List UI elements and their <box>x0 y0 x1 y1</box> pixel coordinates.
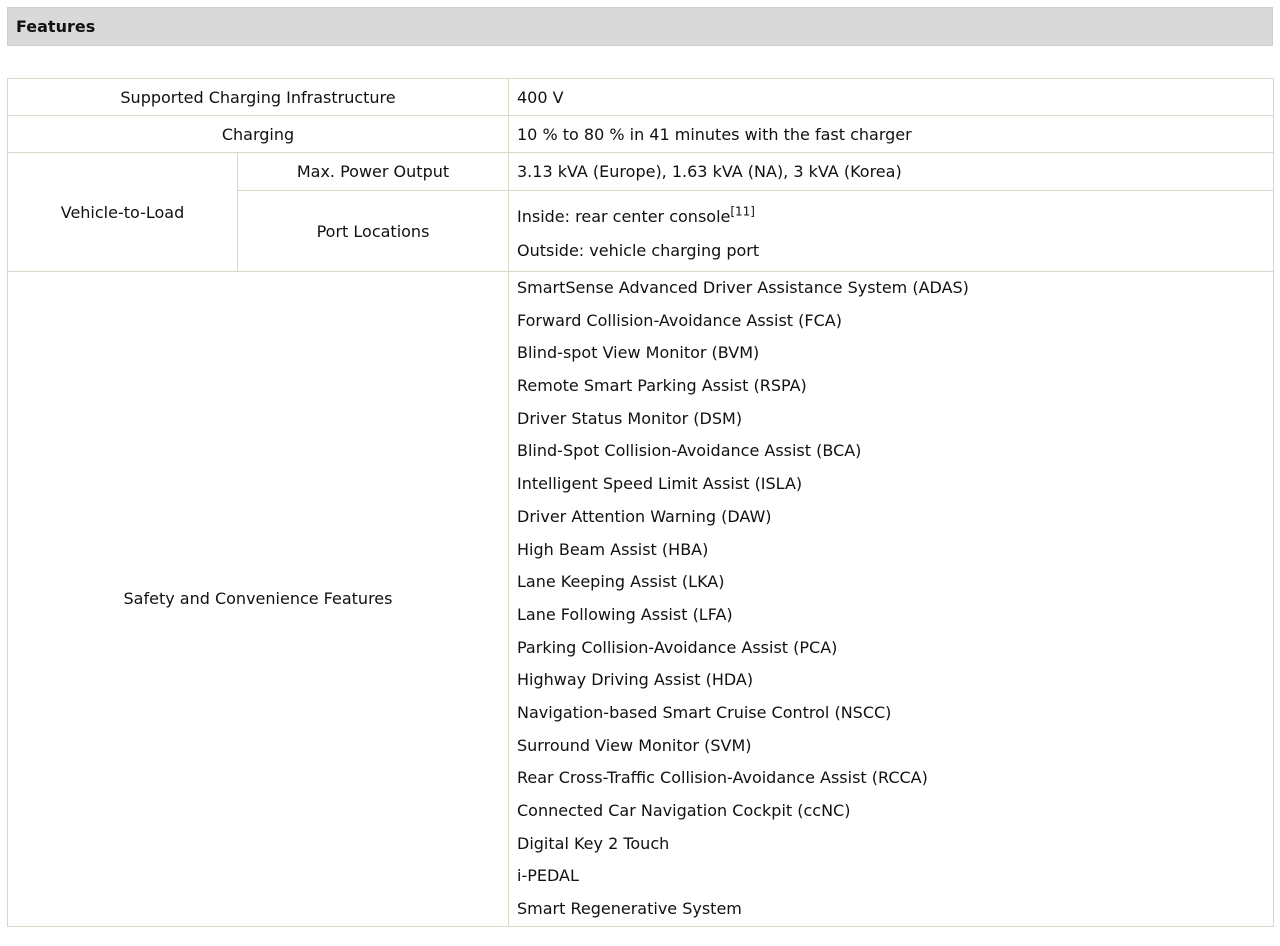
feature-list-item: Lane Following Assist (LFA) <box>517 604 733 624</box>
row-label-vehicle-to-load: Vehicle-to-Load <box>8 153 238 272</box>
row-label-charging-infrastructure: Supported Charging Infrastructure <box>8 79 509 116</box>
feature-list-item: High Beam Assist (HBA) <box>517 539 709 559</box>
row-value-max-power: 3.13 kVA (Europe), 1.63 kVA (NA), 3 kVA (Korea) <box>509 153 1274 191</box>
footnote-reference-link[interactable]: [11] <box>730 204 755 219</box>
feature-list-item: Driver Status Monitor (DSM) <box>517 408 743 428</box>
section-header <box>7 7 1273 46</box>
feature-list-item: Forward Collision-Avoidance Assist (FCA) <box>517 310 842 330</box>
port-inside-text: Inside: rear center console <box>517 207 731 226</box>
row-value-charging: 10 % to 80 % in 41 minutes with the fast charger <box>509 116 1274 153</box>
feature-list-item: Parking Collision-Avoidance Assist (PCA) <box>517 637 838 657</box>
feature-list-item: Blind-Spot Collision-Avoidance Assist (BCA) <box>517 441 862 461</box>
features-table <box>7 78 1274 927</box>
feature-list-item: Lane Keeping Assist (LKA) <box>517 572 725 592</box>
table-row <box>8 116 1274 153</box>
feature-list-item: Surround View Monitor (SVM) <box>517 735 752 755</box>
row-sublabel-max-power: Max. Power Output <box>238 153 509 191</box>
row-label-safety-features: Safety and Convenience Features <box>8 272 509 927</box>
row-value-port-locations <box>509 191 1274 272</box>
row-value-safety-features <box>509 272 1274 927</box>
row-label-charging: Charging <box>8 116 509 153</box>
port-inside-line <box>517 194 1265 234</box>
feature-list-item: Connected Car Navigation Cockpit (ccNC) <box>517 801 851 820</box>
table-row <box>8 153 1274 191</box>
table-row <box>8 79 1274 116</box>
section-title: Features <box>16 17 96 36</box>
feature-list-item: Navigation-based Smart Cruise Control (NSCC) <box>517 702 892 722</box>
port-outside-line: Outside: vehicle charging port <box>517 241 760 260</box>
feature-list-item: Smart Regenerative System <box>517 899 742 919</box>
feature-list <box>517 272 1265 926</box>
feature-list-item: Blind-spot View Monitor (BVM) <box>517 343 760 363</box>
feature-list-item: SmartSense Advanced Driver Assistance System (ADAS) <box>517 278 969 297</box>
feature-list-item: Rear Cross-Traffic Collision-Avoidance Assist (RCCA) <box>517 768 928 788</box>
row-sublabel-port-locations: Port Locations <box>238 191 509 272</box>
feature-list-item: Highway Driving Assist (HDA) <box>517 670 754 690</box>
feature-list-item: i-PEDAL <box>517 866 579 886</box>
feature-list-item: Digital Key 2 Touch <box>517 833 670 853</box>
feature-list-item: Driver Attention Warning (DAW) <box>517 506 772 526</box>
row-value-charging-infrastructure: 400 V <box>509 79 1274 116</box>
feature-list-item: Remote Smart Parking Assist (RSPA) <box>517 376 807 396</box>
table-row <box>8 272 1274 927</box>
feature-list-item: Intelligent Speed Limit Assist (ISLA) <box>517 474 803 494</box>
